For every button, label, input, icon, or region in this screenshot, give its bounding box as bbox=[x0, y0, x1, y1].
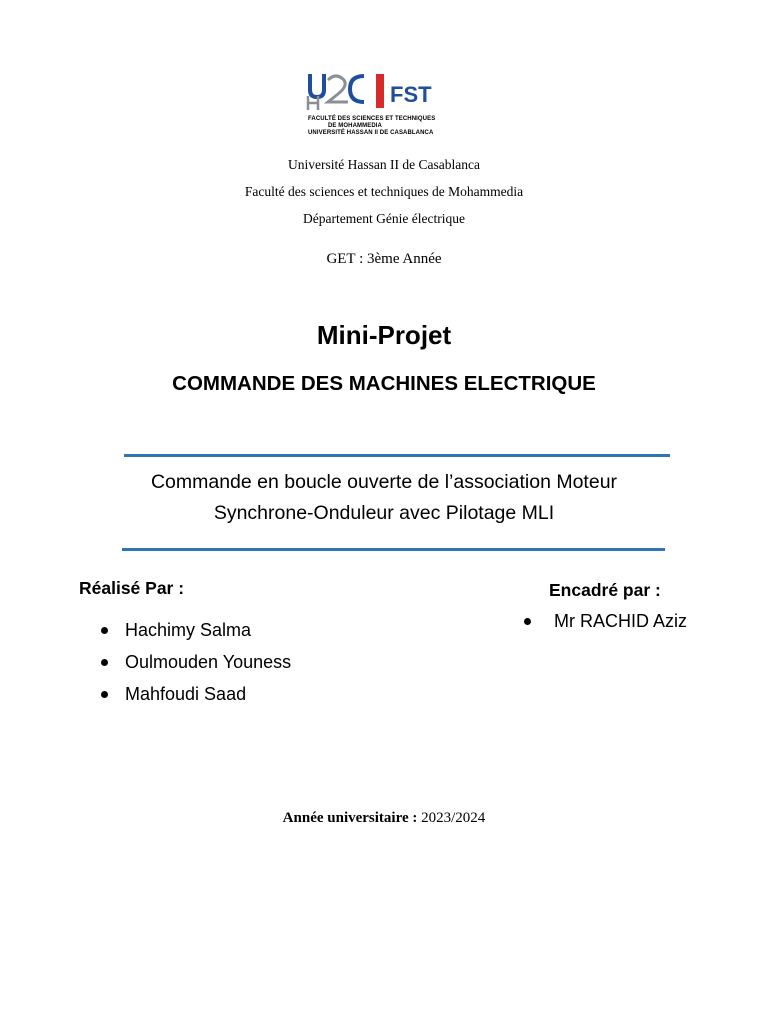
project-subject bbox=[84, 467, 684, 529]
logo-line-2: DE MOHAMMEDIA bbox=[328, 123, 382, 129]
authors-list bbox=[101, 614, 291, 710]
supervisor-list bbox=[524, 605, 687, 637]
subject-line-1: Commande en boucle ouverte de l’association Moteur bbox=[150, 471, 618, 493]
academic-year-label: Année universitaire : bbox=[282, 810, 418, 826]
logo-line-1: FACULTÉ DES SCIENCES ET TECHNIQUES bbox=[308, 116, 436, 122]
list-item bbox=[101, 646, 291, 678]
author-name: Oulmouden Youness bbox=[125, 652, 292, 672]
academic-year-value: 2023/2024 bbox=[421, 810, 486, 826]
bullet-icon bbox=[101, 691, 108, 698]
list-item bbox=[101, 614, 291, 646]
bullet-icon bbox=[101, 627, 108, 634]
bullet-icon bbox=[101, 659, 108, 666]
author-name: Hachimy Salma bbox=[125, 620, 252, 640]
authors-heading: Réalisé Par : bbox=[79, 578, 185, 598]
course-title: COMMANDE DES MACHINES ELECTRIQUE bbox=[172, 372, 596, 395]
academic-year bbox=[0, 810, 768, 827]
supervisor-name: Mr RACHID Aziz bbox=[554, 611, 688, 631]
class-level: GET : 3ème Année bbox=[326, 251, 442, 267]
author-name: Mahfoudi Saad bbox=[125, 684, 247, 704]
document-title: Mini-Projet bbox=[316, 320, 452, 350]
list-item bbox=[524, 605, 687, 637]
bullet-icon bbox=[524, 618, 531, 625]
uh2c-fst-logo-icon bbox=[300, 66, 450, 144]
top-divider bbox=[124, 454, 670, 457]
logo-brand: FST bbox=[390, 82, 432, 107]
bottom-divider bbox=[122, 548, 665, 551]
university-logo bbox=[300, 66, 450, 144]
subject-line-2: Synchrone-Onduleur avec Pilotage MLI bbox=[213, 502, 555, 524]
list-item bbox=[101, 678, 291, 710]
university-name: Université Hassan II de Casablanca bbox=[288, 157, 480, 172]
faculty-name: Faculté des sciences et techniques de Mohammedia bbox=[244, 184, 524, 199]
department-name: Département Génie électrique bbox=[303, 211, 465, 226]
supervisor-heading: Encadré par : bbox=[549, 580, 661, 600]
logo-line-3: UNIVERSITÉ HASSAN II DE CASABLANCA bbox=[308, 130, 434, 136]
